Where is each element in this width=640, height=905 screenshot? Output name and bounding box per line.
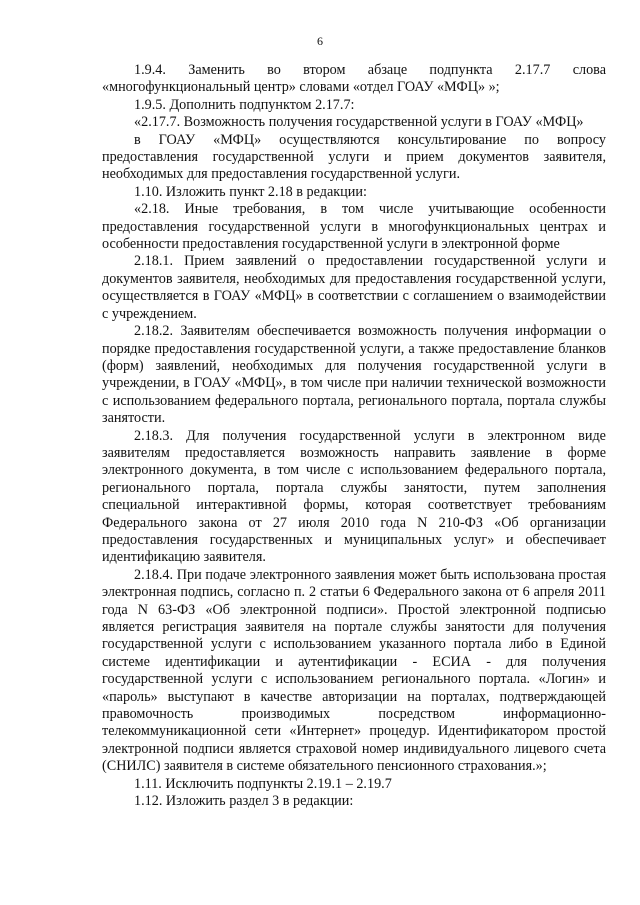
paragraph-2-18-3: 2.18.3. Для получения государственной услуги в электронном виде заявителям предоставляется возможность направить заявление в форме электронного документа, в том числе с использованием федерального портала, регионального портала, портала службы занятости, путем заполнения специальной интерактивной формы, которая соответствует требованиям Федерального закона от 27 июля 2010 года N 210-ФЗ «Об организации предоставления государственных и муниципальных услуг» и обеспечивает идентификацию заявителя. — [102, 427, 606, 566]
paragraph-1-12: 1.12. Изложить раздел 3 в редакции: — [134, 793, 354, 810]
paragraph-2-17-7-heading: «2.17.7. Возможность получения государственной услуги в ГОАУ «МФЦ» — [134, 114, 584, 131]
paragraph-1-9-4: 1.9.4. Заменить во втором абзаце подпункта 2.17.7 слова «многофункциональный центр» словами «отдел ГОАУ «МФЦ» »; — [102, 62, 606, 96]
paragraph-2-18-4: 2.18.4. При подаче электронного заявления может быть использована простая электронная подпись, согласно п. 2 статьи 6 Федерального закона от 6 апреля 2011 года N 63-ФЗ «Об электронной подписи». Простой электронной подписью является регистрация заявителя на портале службы занятости для получения государственной услуги с использованием указанного портала либо в Единой системе идентификации и аутентификации - ЕСИА - для получения государственной услуги с использованием регионального портала. «Логин» и «пароль» выступают в качестве авторизации на порталах, подтверждающей правомочность производимых посредством информационно-телекоммуникационной сети «Интернет» процедур. Идентификатором простой электронной подписи является страховой номер индивидуального лицевого счета (СНИЛС) заявителя в системе обязательного пенсионного страхования.»; — [102, 566, 606, 775]
document-body — [102, 62, 606, 810]
paragraph-2-18-2: 2.18.2. Заявителям обеспечивается возможность получения информации о порядке предоставления государственной услуги, а также предоставление бланков (форм) заявлений, необходимых для получения государственной услуги в учреждении, в ГОАУ «МФЦ», в том числе при наличии технической возможности с использованием федерального портала, регионального портала, портала службы занятости. — [102, 323, 606, 427]
paragraph-1-11: 1.11. Исключить подпункты 2.19.1 – 2.19.7 — [134, 775, 392, 792]
paragraph-2-18: «2.18. Иные требования, в том числе учитывающие особенности предоставления государственной услуги в многофункциональных центрах и особенности предоставления государственной услуги в электронной форме — [102, 201, 606, 253]
paragraph-2-17-7-text: в ГОАУ «МФЦ» осуществляются консультирование по вопросу предоставления государственной услуги и прием документов заявителя, необходимых для предоставления государственной услуги. — [102, 131, 606, 183]
page-number: 6 — [317, 34, 323, 48]
paragraph-2-18-1: 2.18.1. Прием заявлений о предоставлении государственной услуги и документов заявителя, необходимых для предоставления государственной услуги, осуществляется в ГОАУ «МФЦ» в соответствии с соглашением о взаимодействии с учреждением. — [102, 253, 606, 322]
paragraph-1-10: 1.10. Изложить пункт 2.18 в редакции: — [134, 183, 367, 200]
paragraph-1-9-5: 1.9.5. Дополнить подпунктом 2.17.7: — [134, 96, 355, 113]
